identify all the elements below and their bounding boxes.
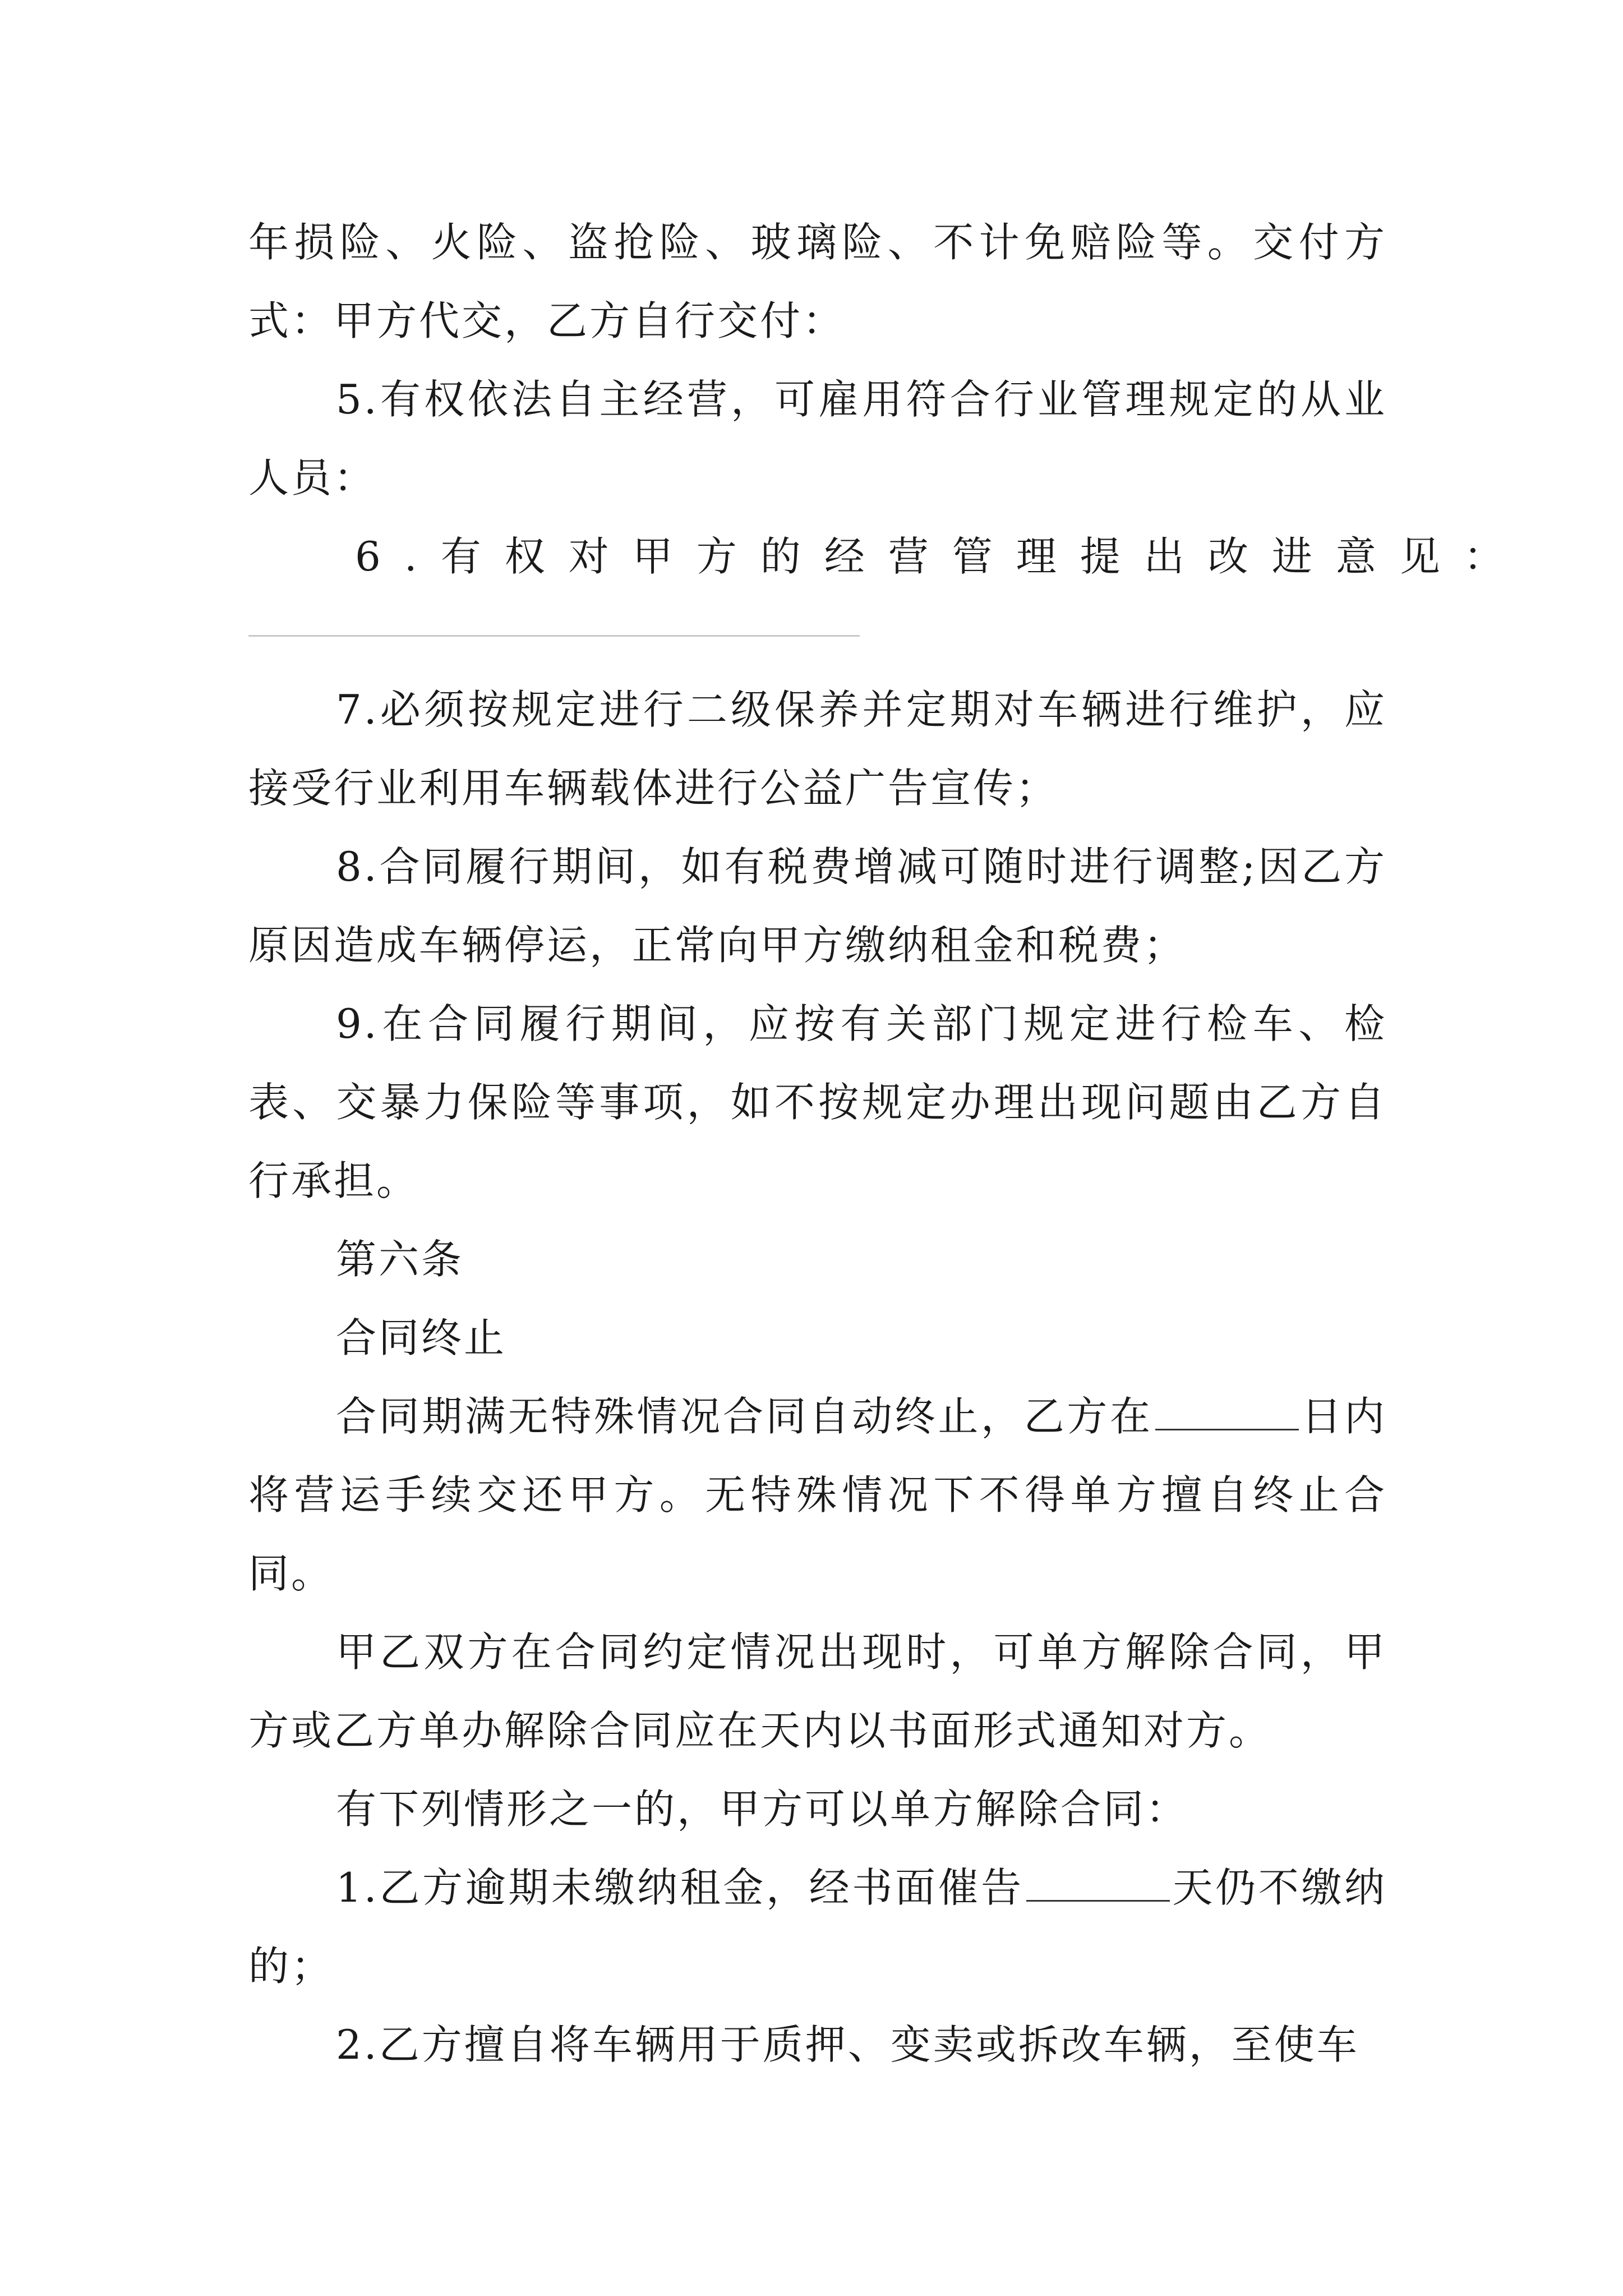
paragraph-insurance: 年损险、火险、盗抢险、玻璃险、不计免赔险等。交付方式：甲方代交，乙方自行交付： — [248, 219, 1387, 344]
fill-in-blank-days — [1155, 1396, 1299, 1430]
paragraph-item-7: 7.必须按规定进行二级保养并定期对车辆进行维护，应接受行业利用车辆载体进行公益广告宣传； — [248, 686, 1387, 812]
fill-in-blank-reminder-days — [1026, 1867, 1170, 1902]
paragraph-item-6: 6.有权对甲方的经营管理提出改进意见： — [355, 533, 1528, 580]
case1-text-after-blank: 天仍不缴纳的； — [248, 1864, 1387, 1990]
paragraph-case-1 — [248, 1848, 1387, 2005]
document-body — [248, 203, 1528, 2084]
paragraph-item-9: 9.在合同履行期间，应按有关部门规定进行检车、检表、交暴力保险等事项，如不按规定办理出现问题由乙方自行承担。 — [248, 1000, 1387, 1204]
article-title: 第六条 — [336, 1236, 464, 1283]
paragraph-item-8: 8.合同履行期间，如有税费增减可随时进行调整;因乙方原因造成车辆停运，正常向甲方缴纳租金和税费； — [248, 843, 1387, 969]
horizontal-divider — [248, 635, 860, 637]
term-text-after-blank: 日内将营运手续交还甲方。无特殊情况下不得单方擅自终止合同。 — [248, 1393, 1387, 1597]
paragraph-term-expiry — [248, 1377, 1387, 1613]
article-subtitle: 合同终止 — [336, 1314, 507, 1361]
paragraph-cases-intro: 有下列情形之一的，甲方可以单方解除合同： — [336, 1786, 1189, 1833]
term-text-before-blank: 合同期满无特殊情况合同自动终止，乙方在 — [336, 1393, 1153, 1440]
paragraph-case-2: 2.乙方擅自将车辆用于质押、变卖或拆改车辆，至使车 — [336, 2021, 1359, 2068]
paragraph-unilateral-termination: 甲乙双方在合同约定情况出现时，可单方解除合同，甲方或乙方单办解除合同应在天内以书面形式通知对方。 — [248, 1628, 1387, 1754]
paragraph-item-5: 5.有权依法自主经营，可雇用符合行业管理规定的从业人员： — [248, 376, 1387, 501]
case1-text-before-blank: 1.乙方逾期未缴纳租金，经书面催告 — [336, 1864, 1024, 1911]
